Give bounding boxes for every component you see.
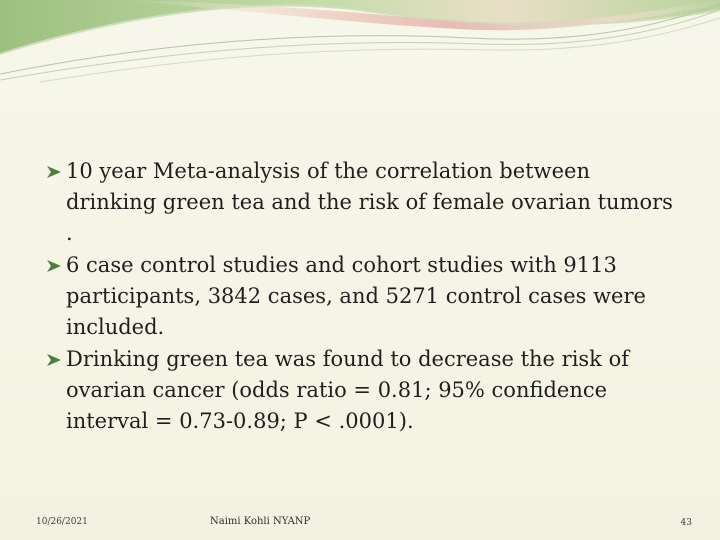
arrow-bullet-icon xyxy=(46,352,63,368)
bullet-item xyxy=(46,344,686,437)
bullet-text: 6 case control studies and cohort studies with 9113 participants, 3842 cases, and 5271 control cases were included. xyxy=(66,253,646,339)
footer-date: 10/26/2021 xyxy=(36,517,88,527)
bullet-item xyxy=(46,250,686,343)
bullet-list xyxy=(46,156,686,437)
bullet-item xyxy=(46,156,686,249)
arrow-bullet-icon xyxy=(46,258,63,274)
arrow-bullet-icon xyxy=(46,164,63,180)
slide-content xyxy=(46,156,686,438)
decorative-header-swoosh xyxy=(0,0,720,100)
footer-page-number: 43 xyxy=(680,518,692,528)
bullet-text: Drinking green tea was found to decrease the risk of ovarian cancer (odds ratio = 0.81; 95% confidence interval = 0.73-0.89; P < .0001). xyxy=(66,347,630,433)
footer-author: Naimi Kohli NYANP xyxy=(210,516,311,527)
bullet-text: 10 year Meta-analysis of the correlation between drinking green tea and the risk of female ovarian tumors . xyxy=(66,159,673,245)
